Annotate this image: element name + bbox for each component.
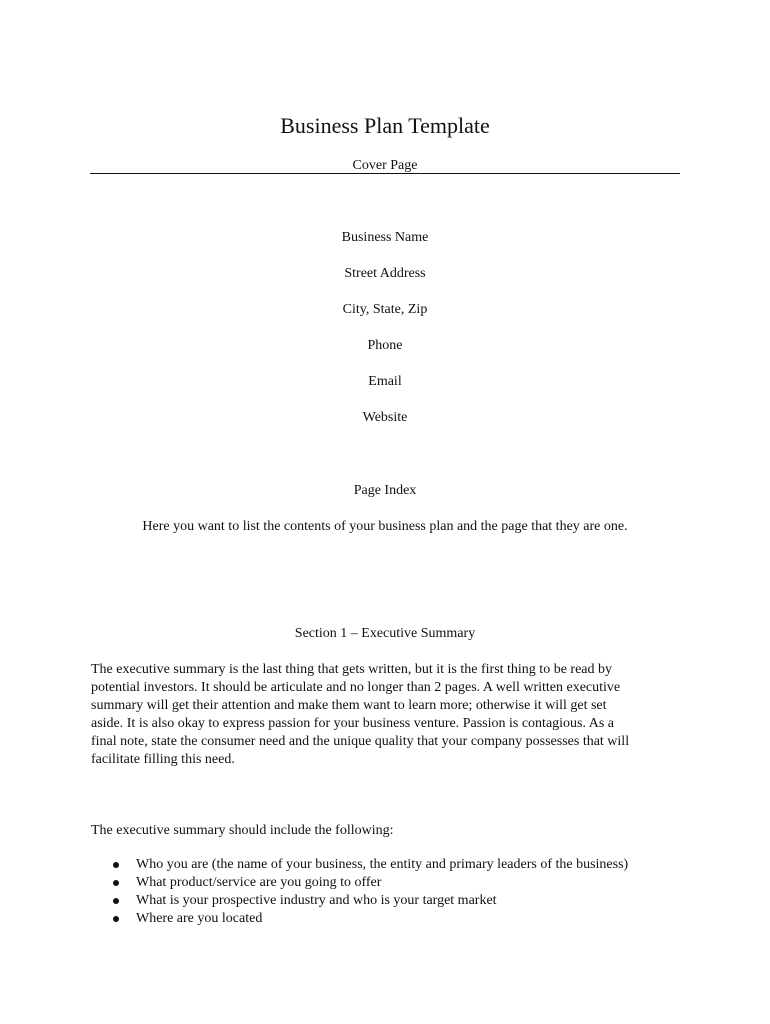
section1-heading: Section 1 – Executive Summary xyxy=(294,626,476,641)
bullet-icon xyxy=(113,898,119,904)
list-item xyxy=(91,910,691,928)
email-field: Email xyxy=(368,374,402,389)
street-address-field: Street Address xyxy=(344,266,426,281)
page-index-text: Here you want to list the contents of your business plan and the page that they are one. xyxy=(142,519,628,534)
cover-page-header xyxy=(90,157,680,175)
bullet-icon xyxy=(113,916,119,922)
paragraph-line: final note, state the consumer need and the unique quality that your company possesses that will xyxy=(91,734,630,749)
list-item-text: Who you are (the name of your business, the entity and primary leaders of the business) xyxy=(136,857,629,872)
include-intro: The executive summary should include the following: xyxy=(91,823,394,838)
city-state-zip-field: City, State, Zip xyxy=(342,302,428,317)
bullet-icon xyxy=(113,862,119,868)
list-item-text: Where are you located xyxy=(136,911,263,926)
executive-summary-paragraph xyxy=(91,661,681,769)
paragraph-line: facilitate filling this need. xyxy=(91,752,235,767)
list-item-text: What product/service are you going to offer xyxy=(136,875,382,890)
bullet-icon xyxy=(113,880,119,886)
executive-summary-bullet-list xyxy=(91,856,691,928)
paragraph-line: summary will get their attention and make them want to learn more; otherwise it will get set xyxy=(91,698,607,713)
document-title: Business Plan Template xyxy=(280,113,490,138)
paragraph-line: The executive summary is the last thing that gets written, but it is the first thing to be read by xyxy=(91,662,613,677)
page-index-heading: Page Index xyxy=(353,483,417,498)
list-item xyxy=(91,892,691,910)
business-name-field: Business Name xyxy=(341,230,429,245)
phone-field: Phone xyxy=(367,338,403,353)
list-item xyxy=(91,874,691,892)
list-item-text: What is your prospective industry and who is your target market xyxy=(136,893,497,908)
list-item xyxy=(91,856,691,874)
website-field: Website xyxy=(362,410,408,425)
paragraph-line: aside. It is also okay to express passion for your business venture. Passion is contagious. As a xyxy=(91,716,614,731)
paragraph-line: potential investors. It should be articulate and no longer than 2 pages. A well written executive xyxy=(91,680,621,695)
cover-page-label: Cover Page xyxy=(352,158,418,173)
